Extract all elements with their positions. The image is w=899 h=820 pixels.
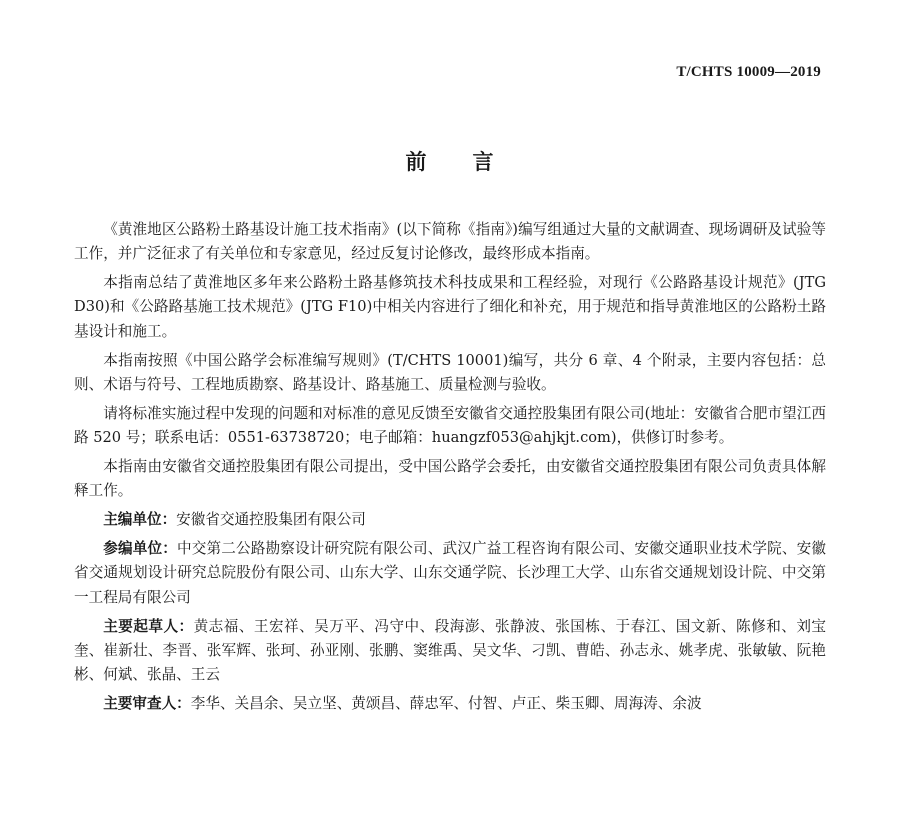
- paragraph-structure: 本指南按照《中国公路学会标准编写规则》(T/CHTS 10001)编写，共分 6 章、4 个附录，主要内容包括：总则、术语与符号、工程地质勘察、路基设计、路基施工、质量检测与验收。: [74, 351, 826, 393]
- main-reviewers: [74, 692, 826, 716]
- chief-editor-label: 主编单位：: [103, 511, 177, 529]
- main-reviewers-label: 主要审查人：: [103, 695, 191, 713]
- main-reviewers-value: 李华、关昌余、吴立坚、黄颂昌、薛忠军、付智、卢正、柴玉卿、周海涛、余波: [190, 695, 702, 713]
- participating-units-value: 中交第二公路勘察设计研究院有限公司、武汉广益工程咨询有限公司、安徽交通职业技术学院、安徽省交通规划设计研究总院股份有限公司、山东大学、山东交通学院、长沙理工大学、山东省交通规划设计院、中交第一工程局有限公司: [74, 540, 826, 606]
- standard-code: T/CHTS 10009—2019: [676, 64, 821, 80]
- page-title: 前言: [405, 150, 540, 174]
- paragraph-feedback: 请将标准实施过程中发现的问题和对标准的意见反馈至安徽省交通控股集团有限公司(地址：安徽省合肥市望江西路 520 号；联系电话：0551-63738720；电子邮箱：huangzf053@ahjkjt.com)，供修订时参考。: [74, 404, 826, 447]
- paragraph-summary: 本指南总结了黄淮地区多年来公路粉土路基修筑技术科技成果和工程经验，对现行《公路路基设计规范》(JTG D30)和《公路路基施工技术规范》(JTG F10)中相关内容进行了细化和补充，用于规范和指导黄淮地区的公路粉土路基设计和施工。: [74, 274, 826, 340]
- chief-editor-value: 安徽省交通控股集团有限公司: [176, 511, 366, 529]
- chief-editor-unit: [74, 508, 826, 532]
- participating-units: [74, 537, 826, 610]
- participating-units-label: 参编单位：: [103, 540, 177, 558]
- foreword-body: [74, 218, 826, 721]
- paragraph-interpretation: 本指南由安徽省交通控股集团有限公司提出，受中国公路学会委托，由安徽省交通控股集团有限公司负责具体解释工作。: [74, 458, 826, 500]
- main-drafters-value: 黄志福、王宏祥、吴万平、冯守中、段海澎、张静波、张国栋、于春江、国文新、陈修和、刘宝奎、崔新壮、李晋、张军辉、张珂、孙亚刚、张鹏、窦维禹、吴文华、刁凯、曹皓、孙志永、姚孝虎、张敏敏、阮艳彬、何斌、张晶、王云: [74, 617, 826, 684]
- paragraph-intro: 《黄淮地区公路粉土路基设计施工技术指南》(以下简称《指南》)编写组通过大量的文献调查、现场调研及试验等工作，并广泛征求了有关单位和专家意见，经过反复讨论修改，最终形成本指南。: [74, 221, 826, 263]
- main-drafters: [74, 615, 826, 688]
- main-drafters-label: 主要起草人：: [103, 617, 194, 635]
